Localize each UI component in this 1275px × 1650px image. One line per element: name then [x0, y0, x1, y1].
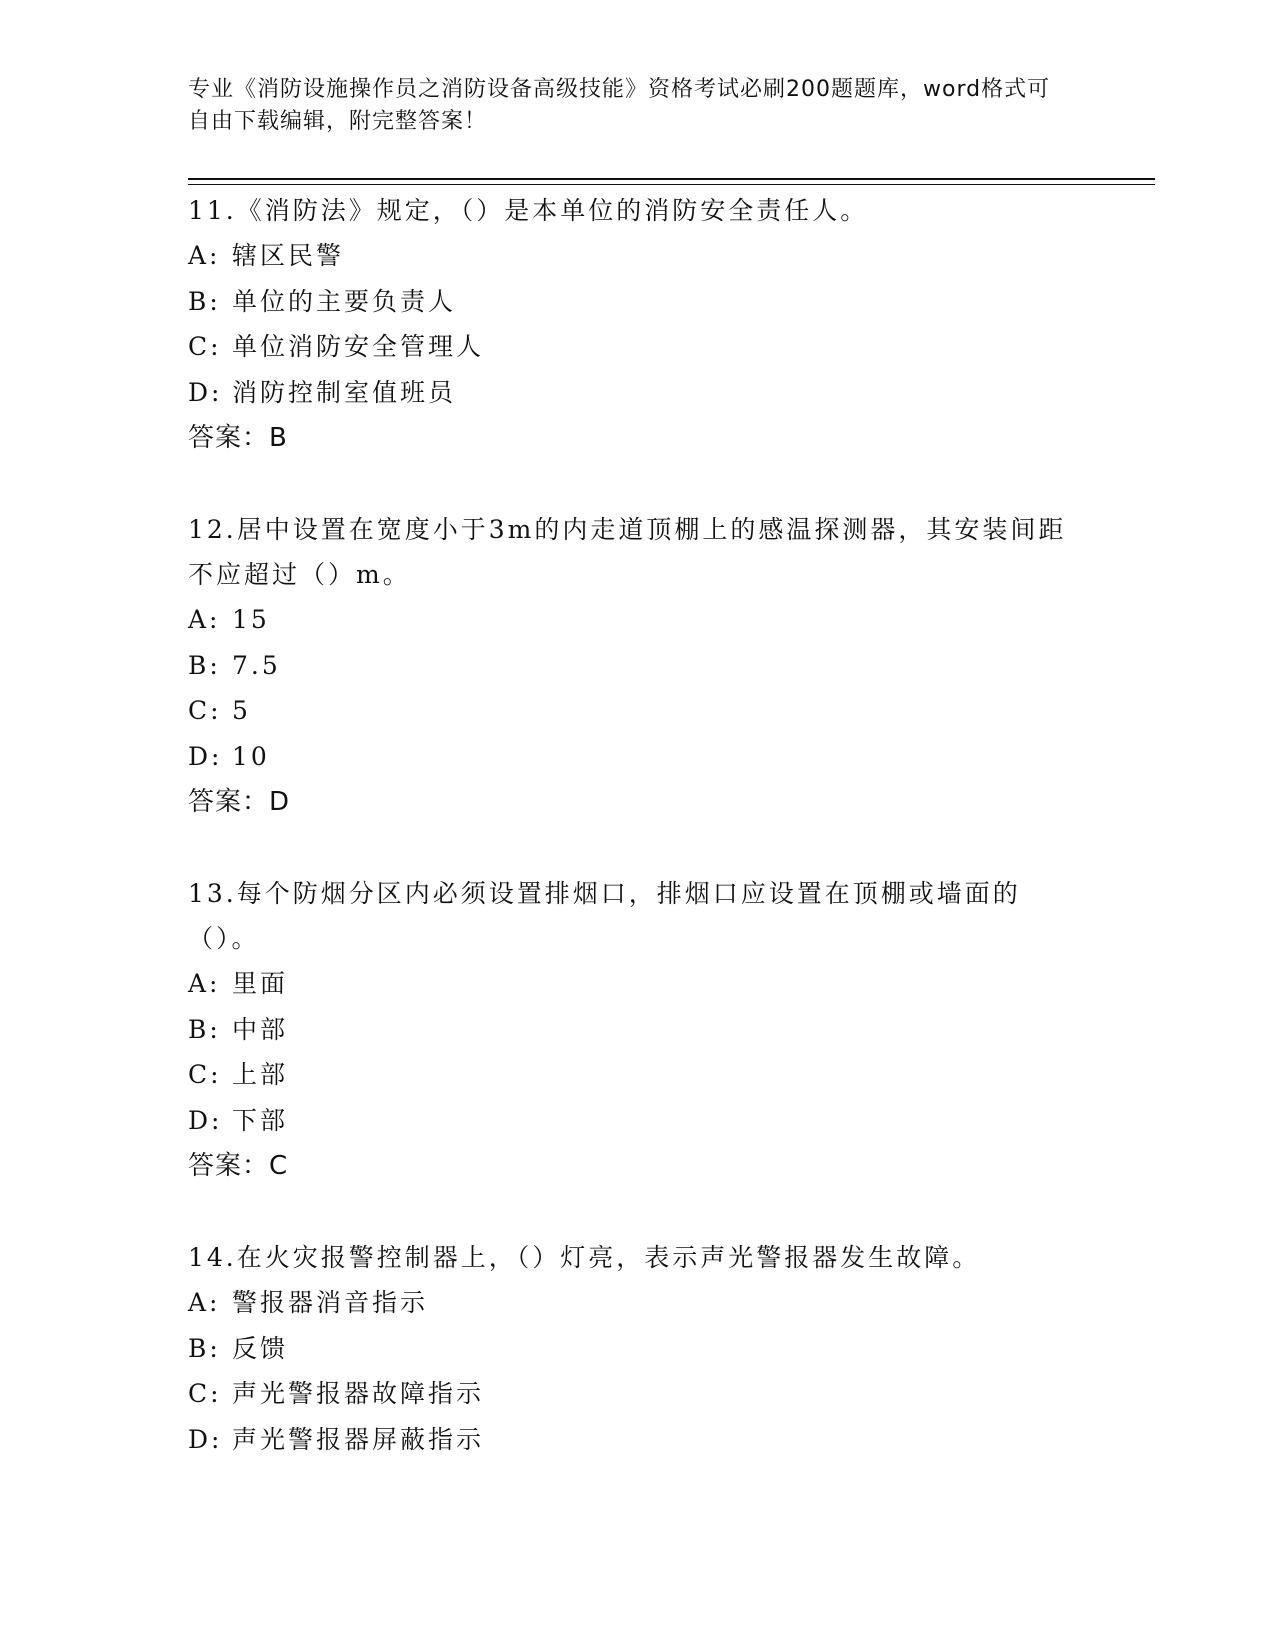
option-a	[188, 1280, 1068, 1326]
option-letter: A:	[188, 241, 221, 270]
option-letter: D:	[188, 741, 223, 771]
question-text: 11.《消防法》规定，（）是本单位的消防安全责任人。	[188, 196, 869, 225]
option-text: 上部	[232, 1060, 289, 1089]
option-text: 警报器消音指示	[232, 1288, 429, 1317]
option-c	[188, 324, 1068, 370]
header-divider-thin	[188, 184, 1155, 185]
option-letter: C:	[188, 1060, 222, 1089]
option-text: 反馈	[232, 1333, 289, 1363]
option-text: 辖区民警	[232, 241, 345, 270]
option-text: 里面	[232, 969, 289, 998]
option-letter: B:	[188, 1014, 221, 1044]
option-letter: D:	[188, 1105, 223, 1135]
question-text: 13.每个防烟分区内必须设置排烟口，排烟口应设置在顶棚或墙面的（）。	[188, 879, 1021, 953]
option-a	[188, 961, 1068, 1007]
option-text: 声光警报器故障指示	[232, 1379, 485, 1408]
option-b	[188, 1007, 1068, 1053]
question-14	[188, 1235, 1068, 1462]
option-letter: C:	[188, 332, 222, 361]
option-text: 5	[232, 696, 251, 725]
option-text: 单位消防安全管理人	[232, 332, 485, 361]
answer-line: 答案：B	[188, 423, 288, 453]
option-letter: B:	[188, 650, 221, 680]
option-letter: C:	[188, 1379, 222, 1408]
option-c	[188, 1371, 1068, 1417]
option-a	[188, 233, 1068, 279]
option-text: 10	[232, 741, 270, 771]
question-12	[188, 507, 1068, 825]
option-letter: A:	[188, 969, 221, 998]
question-11	[188, 188, 1068, 461]
option-text: 单位的主要负责人	[232, 286, 457, 316]
option-text: 消防控制室值班员	[232, 377, 457, 407]
question-text: 14.在火灾报警控制器上，（）灯亮，表示声光警报器发生故障。	[188, 1243, 981, 1272]
option-letter: A:	[188, 605, 221, 634]
option-d	[188, 1417, 1068, 1463]
option-letter: D:	[188, 1424, 223, 1454]
option-c	[188, 1052, 1068, 1098]
option-d	[188, 370, 1068, 416]
option-a	[188, 597, 1068, 643]
option-b	[188, 643, 1068, 689]
option-letter: A:	[188, 1288, 221, 1317]
answer-line: 答案：C	[188, 1151, 289, 1181]
question-text: 12.居中设置在宽度小于3m的内走道顶棚上的感温探测器，其安装间距不应超过（）m。	[188, 515, 1067, 589]
question-13	[188, 871, 1068, 1189]
option-text: 中部	[232, 1014, 289, 1044]
header-divider	[188, 178, 1155, 180]
option-letter: D:	[188, 377, 223, 407]
option-c	[188, 688, 1068, 734]
option-b	[188, 1326, 1068, 1372]
option-text: 15	[232, 605, 270, 634]
option-d	[188, 1098, 1068, 1144]
option-letter: C:	[188, 696, 222, 725]
option-b	[188, 279, 1068, 325]
option-d	[188, 734, 1068, 780]
answer-line: 答案：D	[188, 787, 291, 817]
question-list	[188, 188, 1068, 1508]
option-text: 下部	[232, 1105, 289, 1135]
option-letter: B:	[188, 1333, 221, 1363]
option-text: 声光警报器屏蔽指示	[232, 1424, 485, 1454]
document-intro: 专业《消防设施操作员之消防设备高级技能》资格考试必刷200题题库，word格式可自由下载编辑，附完整答案！	[188, 77, 1051, 134]
option-text: 7.5	[232, 650, 281, 680]
option-letter: B:	[188, 286, 221, 316]
